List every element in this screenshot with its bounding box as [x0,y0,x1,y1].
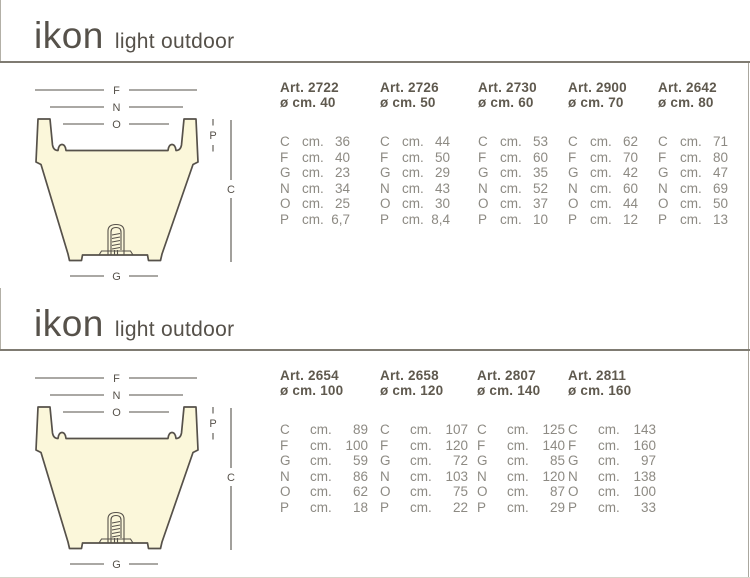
dimension-value: 97 [640,453,656,469]
dimension-value: 62 [622,134,638,149]
spec-row [380,134,476,150]
spec-row [478,150,574,166]
dimension-value: 29 [434,165,450,181]
dimension-letter: G [280,165,291,181]
spec-rows [380,134,476,228]
dim-label-o: O [112,119,121,131]
spec-row [658,181,750,197]
unit-label: cm. [302,134,324,149]
dimension-value: 33 [640,499,656,515]
dimension-letter: P [568,211,578,227]
diameter: ø cm. 100 [280,383,344,398]
dimension-value: 160 [633,437,656,453]
diameter: ø cm. 120 [380,383,444,398]
spec-row [568,453,664,469]
spec-row [568,181,664,197]
spec-rows [280,134,376,228]
article-number: Art. 2654 [280,368,339,383]
spec-row [478,165,574,181]
dimension-value: 120 [542,468,565,484]
spec-row [280,484,376,500]
spec-row [568,438,664,454]
spec-row [280,150,376,166]
dimension-letter: O [478,196,489,212]
unit-label: cm. [590,196,612,212]
unit-label: cm. [507,468,529,484]
unit-label: cm. [680,211,702,227]
pot-outline [36,407,198,549]
dimension-value: 37 [532,196,548,212]
unit-label: cm. [410,422,432,437]
unit-label: cm. [598,422,620,437]
unit-label: cm. [410,453,432,469]
article-number: Art. 2900 [568,80,627,95]
dimension-value: 44 [622,196,638,212]
spec-rows [478,134,574,228]
dim-label-p: P [209,418,217,430]
diameter: ø cm. 40 [280,95,336,110]
article-number: Art. 2658 [380,368,439,383]
dim-label-f: F [113,85,120,97]
unit-label: cm. [507,437,529,453]
dim-label-c: C [227,184,235,196]
dimension-letter: F [568,437,577,453]
spec-row [380,484,476,500]
dim-label-o: O [112,407,121,419]
unit-label: cm. [302,211,324,227]
dimension-value: 59 [352,453,368,469]
dimension-letter: G [380,453,391,469]
dimension-letter: P [568,499,578,515]
unit-label: cm. [310,453,332,469]
dimension-letter: N [568,180,578,196]
spec-row [280,212,376,228]
spec-column [568,80,664,228]
unit-label: cm. [590,134,612,149]
article-number: Art. 2726 [380,80,439,95]
dimension-letter: F [568,149,577,165]
dimension-letter: G [658,165,669,181]
article-number: Art. 2722 [280,80,339,95]
dimension-g [70,559,158,571]
spec-row [478,212,574,228]
unit-label: cm. [680,196,702,212]
dimension-letter: P [280,211,290,227]
dimension-value: 47 [712,165,728,181]
dimension-value: 44 [434,134,450,149]
dimension-value: 34 [334,180,350,196]
dimension-letter: O [568,484,579,500]
brand-name: ikon [34,303,104,344]
dimension-value: 62 [352,484,368,500]
spec-row [280,165,376,181]
spec-row [477,453,573,469]
spec-rows [280,422,376,516]
spec-column [380,80,476,228]
spec-rows [658,134,750,228]
spec-row [280,469,376,485]
diameter: ø cm. 60 [478,95,534,110]
dimension-letter: F [380,437,389,453]
unit-label: cm. [500,134,522,149]
unit-label: cm. [507,453,529,469]
dimension-letter: O [280,484,291,500]
dimension-value: 87 [549,484,565,500]
dimension-letter: P [380,499,390,515]
unit-label: cm. [310,484,332,500]
spec-rows [477,422,573,516]
dimension-n [50,390,183,402]
article-number: Art. 2730 [478,80,537,95]
unit-label: cm. [302,196,324,212]
article-number: Art. 2807 [477,368,536,383]
unit-label: cm. [590,211,612,227]
dimension-letter: P [658,211,668,227]
spec-row [380,181,476,197]
dimension-value: 138 [633,468,656,484]
dim-label-c: C [227,472,235,484]
dimension-letter: O [658,196,669,212]
dimension-value: 100 [345,437,368,453]
dimension-letter: C [380,422,390,437]
dim-label-p: P [209,130,217,142]
dimension-letter: G [478,165,489,181]
dim-label-n: N [112,390,121,402]
dimension-value: 140 [542,437,565,453]
unit-label: cm. [680,134,702,149]
spec-row [380,212,476,228]
dimension-value: 53 [532,134,548,149]
title-rule [0,61,750,63]
unit-label: cm. [410,499,432,515]
dimension-letter: F [478,149,487,165]
dimension-letter: G [380,165,391,181]
spec-column [280,80,376,228]
dimension-c [227,408,235,550]
dimension-value: 22 [452,499,468,515]
spec-row [658,150,750,166]
spec-column [477,368,573,516]
section-title [34,16,234,56]
dimension-value: 89 [352,422,368,437]
dimension-value: 103 [445,468,468,484]
dimension-value: 125 [542,422,565,437]
dimension-letter: G [568,453,579,469]
dimension-value: 30 [434,196,450,212]
unit-label: cm. [598,499,620,515]
spec-row [380,453,476,469]
unit-label: cm. [302,180,324,196]
dimension-letter: G [568,165,579,181]
dimension-value: 60 [622,180,638,196]
product-line: light outdoor [114,318,235,341]
dimension-letter: O [568,196,579,212]
unit-label: cm. [410,468,432,484]
dimension-letter: N [658,180,668,196]
dimension-letter: F [280,437,289,453]
diameter: ø cm. 50 [380,95,436,110]
spec-column [380,368,476,516]
spec-row [280,453,376,469]
spec-row [568,484,664,500]
dimension-value: 18 [352,499,368,515]
spec-column [658,80,750,228]
unit-label: cm. [507,422,529,437]
spec-row [568,469,664,485]
spec-row [477,484,573,500]
dimension-value: 50 [434,149,450,165]
article-number: Art. 2811 [568,368,627,383]
dimension-value: 52 [532,180,548,196]
dim-label-g: G [112,271,121,283]
unit-label: cm. [590,149,612,165]
spec-row [478,134,574,150]
unit-label: cm. [680,165,702,181]
unit-label: cm. [500,149,522,165]
dimension-value: 42 [622,165,638,181]
spec-row [380,438,476,454]
spec-row [568,196,664,212]
spec-section-2 [0,288,750,578]
unit-label: cm. [500,165,522,181]
title-rule [0,349,750,351]
unit-label: cm. [507,499,529,515]
spec-row [568,422,664,438]
spec-rows [568,422,664,516]
dimension-value: 23 [334,165,350,181]
dimension-value: 120 [445,437,468,453]
spec-row [568,150,664,166]
dimension-letter: O [477,484,488,500]
unit-label: cm. [410,484,432,500]
unit-label: cm. [598,437,620,453]
spec-row [380,422,476,438]
spec-rows [380,422,476,516]
dimension-letter: C [280,422,290,437]
unit-label: cm. [500,196,522,212]
dimension-value: 71 [712,134,728,149]
unit-label: cm. [402,180,424,196]
unit-label: cm. [402,149,424,165]
pot-diagram [25,367,245,577]
unit-label: cm. [507,484,529,500]
spec-rows [568,134,664,228]
unit-label: cm. [500,211,522,227]
dimension-value: 50 [712,196,728,212]
dimension-value: 80 [712,149,728,165]
dimension-value: 43 [434,180,450,196]
dim-label-n: N [112,102,121,114]
spec-row [380,150,476,166]
spec-column [478,80,574,228]
spec-row [477,469,573,485]
spec-row [477,422,573,438]
dimension-c [227,120,235,262]
pot-diagram [25,79,245,289]
dimension-letter: N [477,468,487,484]
unit-label: cm. [402,134,424,149]
spec-column [280,368,376,516]
dimension-value: 8,4 [431,211,450,227]
dimension-value: 25 [334,196,350,212]
product-line: light outdoor [114,30,235,53]
dimension-n [50,102,183,114]
dimension-letter: C [568,134,578,149]
dim-label-g: G [112,559,121,571]
dimension-letter: P [280,499,290,515]
unit-label: cm. [598,453,620,469]
dimension-value: 60 [532,149,548,165]
brand-name: ikon [34,15,104,56]
dimension-value: 10 [532,211,548,227]
spec-section-1 [0,0,750,288]
spec-row [568,165,664,181]
spec-row [280,422,376,438]
dimension-letter: N [280,468,290,484]
unit-label: cm. [500,180,522,196]
dimension-value: 143 [633,422,656,437]
dimension-value: 40 [334,149,350,165]
dimension-letter: C [280,134,290,149]
spec-row [380,165,476,181]
spec-row [658,165,750,181]
dimension-value: 12 [622,211,638,227]
dimension-value: 6,7 [331,211,350,227]
spec-row [658,196,750,212]
dimension-value: 107 [445,422,468,437]
unit-label: cm. [402,211,424,227]
dimension-p [209,119,216,152]
dimension-letter: N [380,180,390,196]
dim-label-f: F [113,373,120,385]
unit-label: cm. [302,149,324,165]
dimension-p [209,407,216,440]
dimension-letter: C [380,134,390,149]
diameter: ø cm. 140 [477,383,541,398]
unit-label: cm. [590,180,612,196]
spec-row [568,212,664,228]
diameter: ø cm. 80 [658,95,714,110]
unit-label: cm. [302,165,324,181]
dimension-value: 70 [622,149,638,165]
spec-row [658,212,750,228]
dimension-value: 36 [334,134,350,149]
article-number: Art. 2642 [658,80,717,95]
diameter: ø cm. 70 [568,95,624,110]
dimension-letter: C [477,422,487,437]
spec-row [380,469,476,485]
dimension-f [35,373,197,385]
dimension-letter: O [380,484,391,500]
dimension-letter: F [658,149,667,165]
spec-row [568,500,664,516]
dimension-value: 72 [452,453,468,469]
dimension-letter: G [280,453,291,469]
unit-label: cm. [680,149,702,165]
dimension-letter: P [380,211,390,227]
spec-row [380,500,476,516]
spec-row [568,134,664,150]
spec-row [658,134,750,150]
dimension-letter: F [280,149,289,165]
dimension-value: 35 [532,165,548,181]
unit-label: cm. [590,165,612,181]
dimension-value: 75 [452,484,468,500]
dimension-letter: P [477,499,487,515]
dimension-letter: O [380,196,391,212]
unit-label: cm. [402,196,424,212]
section-title [34,304,234,344]
dimension-letter: N [478,180,488,196]
dimension-letter: O [280,196,291,212]
unit-label: cm. [410,437,432,453]
spec-row [478,196,574,212]
diameter: ø cm. 160 [568,383,632,398]
dimension-letter: P [478,211,488,227]
spec-row [477,500,573,516]
dimension-value: 85 [549,453,565,469]
dimension-letter: N [380,468,390,484]
dimension-value: 86 [352,468,368,484]
dimension-value: 69 [712,180,728,196]
unit-label: cm. [598,468,620,484]
spec-row [280,438,376,454]
unit-label: cm. [310,422,332,437]
unit-label: cm. [310,499,332,515]
dimension-f [35,85,197,97]
unit-label: cm. [598,484,620,500]
unit-label: cm. [680,180,702,196]
dimension-letter: C [478,134,488,149]
dimension-value: 29 [549,499,565,515]
dimension-letter: F [380,149,389,165]
dimension-letter: G [477,453,488,469]
unit-label: cm. [402,165,424,181]
spec-row [280,500,376,516]
spec-row [280,181,376,197]
dimension-value: 13 [712,211,728,227]
spec-row [280,134,376,150]
dimension-letter: N [568,468,578,484]
dimension-g [70,271,158,283]
spec-column [568,368,664,516]
dimension-letter: C [658,134,668,149]
dimension-letter: C [568,422,578,437]
dimension-letter: F [477,437,486,453]
dimension-o [63,119,169,131]
unit-label: cm. [310,437,332,453]
spec-row [478,181,574,197]
spec-row [280,196,376,212]
dimension-letter: N [280,180,290,196]
pot-outline [36,119,198,261]
dimension-o [63,407,169,419]
spec-row [477,438,573,454]
spec-row [380,196,476,212]
unit-label: cm. [310,468,332,484]
dimension-value: 100 [633,484,656,500]
